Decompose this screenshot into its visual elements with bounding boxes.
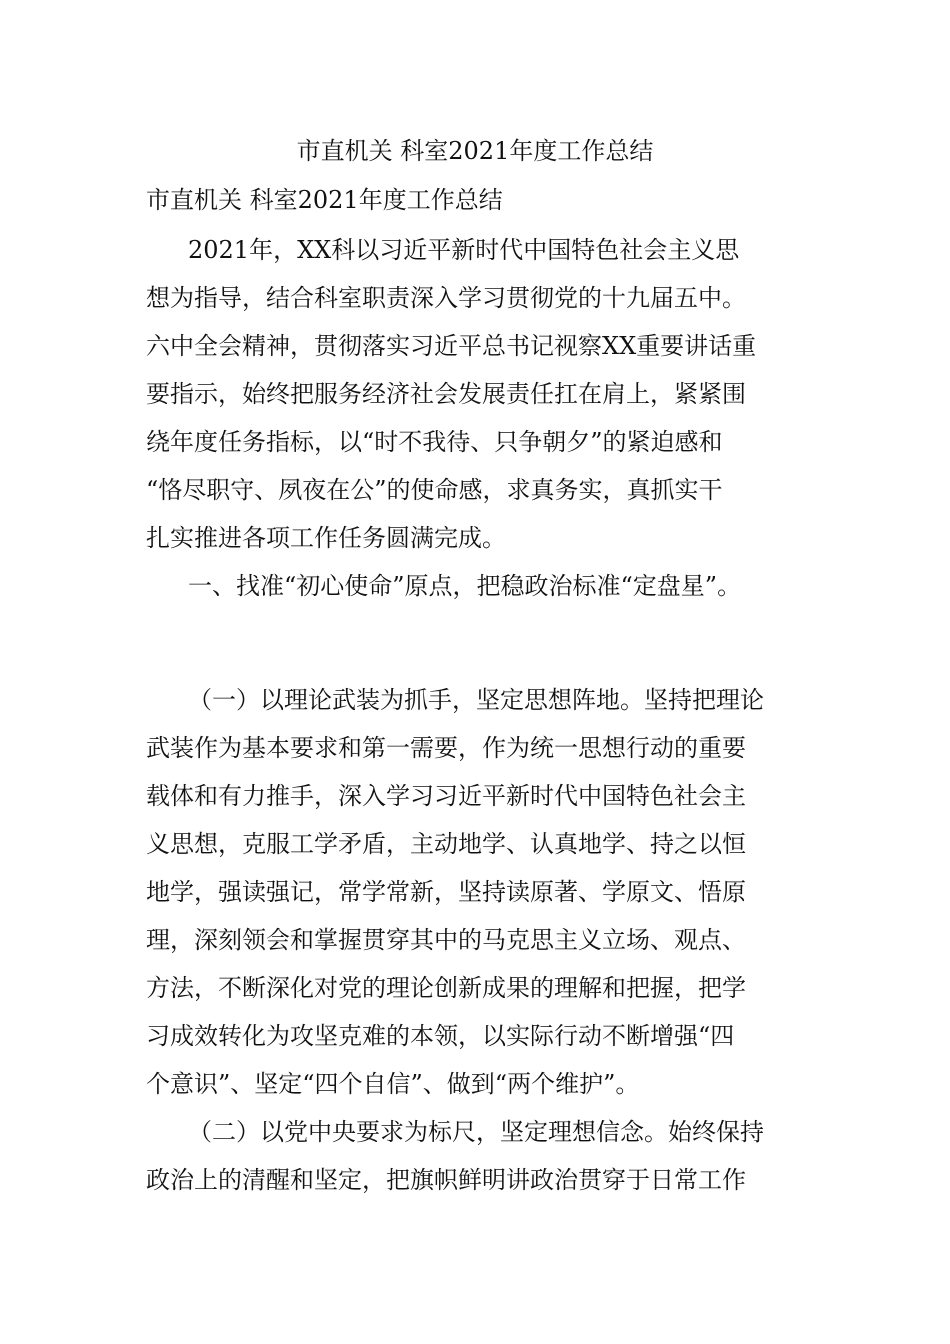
paragraph-line: 个意识”、坚定“四个自信”、做到“两个维护”。 (146, 1070, 640, 1098)
paragraph-line: （二）以党中央要求为标尺，坚定理想信念。始终保持 (188, 1118, 764, 1146)
paragraph-line: 扎实推进各项工作任务圆满完成。 (146, 524, 506, 552)
paragraph-line: “恪尽职守、夙夜在公”的使命感，求真务实，真抓实干 (146, 476, 723, 504)
paragraph-line: 武装作为基本要求和第一需要，作为统一思想行动的重要 (146, 734, 746, 762)
document-body-upper (146, 226, 826, 610)
paragraph-line: 绕年度任务指标，以“时不我待、只争朝夕”的紧迫感和 (146, 428, 723, 456)
paragraph-line: 方法，不断深化对党的理论创新成果的理解和把握，把学 (146, 974, 746, 1002)
paragraph-line: 要指示，始终把服务经济社会发展责任扛在肩上，紧紧围 (146, 380, 746, 408)
paragraph-line: 地学，强读强记，常学常新，坚持读原著、学原文、悟原 (146, 878, 746, 906)
paragraph-line: 政治上的清醒和坚定，把旗帜鲜明讲政治贯穿于日常工作 (146, 1166, 746, 1194)
document-title: 市直机关 科室2021年度工作总结 (296, 137, 654, 165)
document-body-lower (146, 676, 826, 1204)
document-subtitle: 市直机关 科室2021年度工作总结 (146, 186, 503, 214)
paragraph-line: 载体和有力推手，深入学习习近平新时代中国特色社会主 (146, 782, 746, 810)
paragraph-line: （一）以理论武装为抓手，坚定思想阵地。坚持把理论 (188, 686, 764, 714)
paragraph-line: 六中全会精神，贯彻落实习近平总书记视察XX重要讲话重 (146, 332, 757, 360)
paragraph-line: 习成效转化为攻坚克难的本领，以实际行动不断增强“四 (146, 1022, 735, 1050)
paragraph-line: 想为指导，结合科室职责深入学习贯彻党的十九届五中。 (146, 284, 746, 312)
section-heading: 一、找准“初心使命”原点，把稳政治标准“定盘星”。 (188, 572, 742, 600)
paragraph-line: 义思想，克服工学矛盾，主动地学、认真地学、持之以恒 (146, 830, 746, 858)
paragraph-line: 2021年，XX科以习近平新时代中国特色社会主义思 (188, 236, 740, 264)
paragraph-line: 理，深刻领会和掌握贯穿其中的马克思主义立场、观点、 (146, 926, 746, 954)
